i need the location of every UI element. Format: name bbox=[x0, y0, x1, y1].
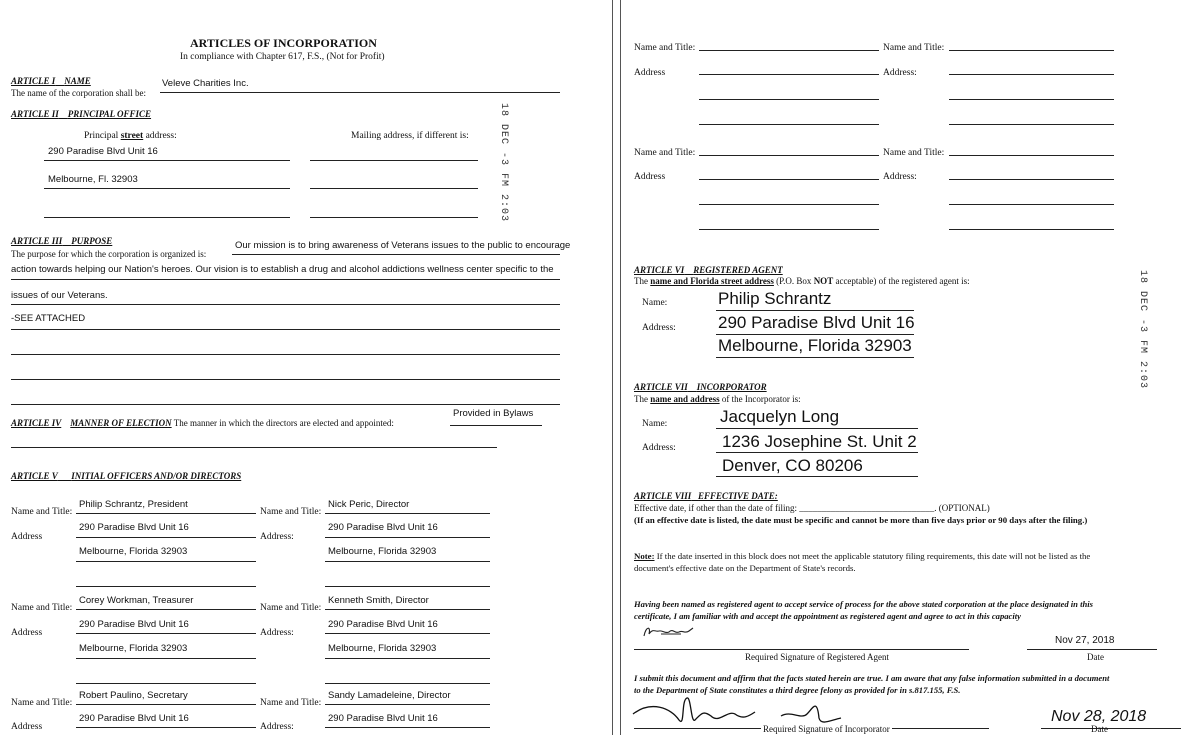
name-title-label: Name and Title: bbox=[883, 43, 945, 53]
field-line bbox=[699, 204, 879, 205]
field-line bbox=[949, 229, 1114, 230]
address-label: Address bbox=[11, 722, 43, 732]
signature-line bbox=[634, 649, 969, 650]
field-line bbox=[949, 204, 1114, 205]
date-line bbox=[1027, 649, 1157, 650]
agent-signature bbox=[641, 622, 701, 642]
director-address-2: Melbourne, Florida 32903 bbox=[328, 643, 437, 654]
incorporator-signature-label: Required Signature of Incorporator bbox=[763, 724, 890, 734]
field-line bbox=[716, 476, 918, 477]
field-line bbox=[949, 124, 1114, 125]
field-line bbox=[76, 561, 256, 562]
officer-name: Robert Paulino, Secretary bbox=[79, 690, 188, 701]
note-line-2: document's effective date on the Department of State's records. bbox=[634, 563, 856, 573]
election-line bbox=[11, 447, 497, 448]
page-gutter bbox=[612, 0, 621, 735]
agent-address-2: Melbourne, Florida 32903 bbox=[718, 336, 912, 355]
name-title-label: Name and Title: bbox=[11, 507, 73, 517]
note-line-1: Note: If the date inserted in this block does not meet the applicable statutory filing requirements, this date will not be listed as the bbox=[634, 551, 1091, 561]
field-line bbox=[949, 99, 1114, 100]
field-line bbox=[325, 513, 490, 514]
purpose-line bbox=[11, 279, 560, 280]
purpose-line bbox=[11, 404, 560, 405]
agent-signature-date: Nov 27, 2018 bbox=[1055, 635, 1115, 646]
field-line bbox=[76, 609, 256, 610]
officer-address-1: 290 Paradise Blvd Unit 16 bbox=[79, 713, 189, 724]
purpose-line bbox=[11, 329, 560, 330]
article-vi-heading: ARTICLE VI REGISTERED AGENT bbox=[634, 265, 783, 275]
field-line bbox=[716, 334, 914, 335]
purpose-line-1: Our mission is to bring awareness of Veterans issues to the public to encourage bbox=[235, 240, 571, 251]
officer-address-2: Melbourne, Florida 32903 bbox=[79, 643, 188, 654]
field-line bbox=[325, 561, 490, 562]
field-line bbox=[699, 229, 879, 230]
officer-address-2: Melbourne, Florida 32903 bbox=[79, 546, 188, 557]
article-iv-heading: ARTICLE IV MANNER OF ELECTION The manner in which the directors are elected and appointed: bbox=[11, 418, 394, 428]
effective-date-line: Effective date, if other than the date of filing: ______________________________. (OPTIONAL) bbox=[634, 503, 990, 513]
field-line bbox=[716, 452, 918, 453]
incorporator-address-label: Address: bbox=[642, 443, 676, 453]
address-label: Address: bbox=[883, 172, 917, 182]
field-line bbox=[76, 658, 256, 659]
director-name: Kenneth Smith, Director bbox=[328, 595, 429, 606]
purpose-line bbox=[11, 379, 560, 380]
filing-stamp: 18 DEC -3 FM 2:03 bbox=[498, 103, 509, 223]
name-title-label: Name and Title: bbox=[634, 43, 696, 53]
article-iii-label: The purpose for which the corporation is organized is: bbox=[11, 249, 207, 259]
agent-acceptance-line-1: Having been named as registered agent to accept service of process for the above stated corporation at the place designated in this bbox=[634, 599, 1094, 609]
field-line bbox=[699, 74, 879, 75]
field-line bbox=[949, 155, 1114, 156]
director-name: Sandy Lamadeleine, Director bbox=[328, 690, 451, 701]
director-name: Nick Peric, Director bbox=[328, 499, 410, 510]
field-line bbox=[76, 586, 256, 587]
incorporator-address-2: Denver, CO 80206 bbox=[722, 456, 863, 475]
affirmation-line-1: I submit this document and affirm that the facts stated herein are true. I am aware that any false information submitted in a document bbox=[634, 673, 1110, 683]
address-label: Address: bbox=[260, 722, 294, 732]
mailing-line bbox=[310, 160, 478, 161]
field-line bbox=[716, 357, 914, 358]
director-address-1: 290 Paradise Blvd Unit 16 bbox=[328, 522, 438, 533]
field-line bbox=[325, 537, 490, 538]
article-viii-heading: ARTICLE VIII EFFECTIVE DATE: bbox=[634, 491, 778, 501]
director-address-1: 290 Paradise Blvd Unit 16 bbox=[328, 713, 438, 724]
field-line bbox=[716, 310, 914, 311]
director-address-1: 290 Paradise Blvd Unit 16 bbox=[328, 619, 438, 630]
address-line bbox=[44, 217, 290, 218]
article-i-heading: ARTICLE I NAME bbox=[11, 76, 91, 86]
purpose-line bbox=[11, 354, 560, 355]
name-title-label: Name and Title: bbox=[883, 148, 945, 158]
agent-date-label: Date bbox=[1087, 652, 1104, 662]
election-line bbox=[450, 425, 542, 426]
name-title-label: Name and Title: bbox=[11, 698, 73, 708]
field-line bbox=[325, 727, 490, 728]
address-label: Address bbox=[11, 532, 43, 542]
right-page bbox=[621, 0, 1200, 735]
incorporator-name-value: Jacquelyn Long bbox=[720, 407, 840, 426]
name-title-label: Name and Title: bbox=[11, 603, 73, 613]
principal-street-label: Principal street address: bbox=[84, 131, 177, 141]
address-label: Address bbox=[634, 172, 666, 182]
officer-name: Corey Workman, Treasurer bbox=[79, 595, 194, 606]
affirmation-line-2: to the Department of State constitutes a third degree felony as provided for in s.817.155, F.S. bbox=[634, 685, 961, 695]
name-title-label: Name and Title: bbox=[260, 603, 322, 613]
corporation-name-value: Veleve Charities Inc. bbox=[162, 78, 249, 89]
article-vi-intro: The name and Florida street address (P.O. Box NOT acceptable) of the registered agent is: bbox=[634, 276, 970, 286]
field-line bbox=[699, 99, 879, 100]
article-vii-intro: The name and address of the Incorporator is: bbox=[634, 394, 801, 404]
address-label: Address: bbox=[260, 628, 294, 638]
agent-name-value: Philip Schrantz bbox=[718, 289, 832, 308]
purpose-line-3: issues of our Veterans. bbox=[11, 290, 108, 301]
article-v-heading: ARTICLE V INITIAL OFFICERS AND/OR DIRECTORS bbox=[11, 471, 242, 481]
agent-address-label: Address: bbox=[642, 323, 676, 333]
field-line bbox=[325, 586, 490, 587]
election-value: Provided in Bylaws bbox=[453, 408, 534, 419]
document-subtitle: In compliance with Chapter 617, F.S., (Not for Profit) bbox=[180, 52, 385, 62]
field-line bbox=[76, 683, 256, 684]
name-title-label: Name and Title: bbox=[634, 148, 696, 158]
name-title-label: Name and Title: bbox=[260, 698, 322, 708]
mailing-address-label: Mailing address, if different is: bbox=[351, 131, 469, 141]
director-address-2: Melbourne, Florida 32903 bbox=[328, 546, 437, 557]
field-line bbox=[325, 683, 490, 684]
officer-name: Philip Schrantz, President bbox=[79, 499, 188, 510]
article-iii-heading: ARTICLE III PURPOSE bbox=[11, 236, 113, 246]
document-title: ARTICLES OF INCORPORATION bbox=[190, 36, 377, 50]
address-label: Address: bbox=[260, 532, 294, 542]
purpose-line-2: action towards helping our Nation's heroes. Our vision is to establish a drug and alcohol addictions wellness center specific to the bbox=[11, 264, 554, 275]
officer-address-1: 290 Paradise Blvd Unit 16 bbox=[79, 619, 189, 630]
field-line bbox=[949, 179, 1114, 180]
principal-address-line-1: 290 Paradise Blvd Unit 16 bbox=[48, 146, 158, 157]
field-line bbox=[76, 633, 256, 634]
field-line bbox=[699, 124, 879, 125]
name-title-label: Name and Title: bbox=[260, 507, 322, 517]
field-line bbox=[699, 155, 879, 156]
incorporator-name-label: Name: bbox=[642, 419, 668, 429]
address-label: Address bbox=[11, 628, 43, 638]
purpose-line-4: -SEE ATTACHED bbox=[11, 313, 86, 324]
field-line bbox=[325, 633, 490, 634]
mailing-line bbox=[310, 188, 478, 189]
field-line bbox=[325, 658, 490, 659]
article-ii-heading: ARTICLE II PRINCIPAL OFFICE bbox=[11, 109, 152, 119]
field-line bbox=[76, 537, 256, 538]
agent-name-label: Name: bbox=[642, 298, 668, 308]
article-i-label: The name of the corporation shall be: bbox=[11, 88, 146, 98]
field-line bbox=[325, 704, 490, 705]
effective-date-rule: (If an effective date is listed, the date must be specific and cannot be more than five days prior or 90 days after the filing.) bbox=[634, 515, 1088, 525]
field-line bbox=[76, 513, 256, 514]
incorporator-signature-date: Nov 28, 2018 bbox=[1051, 708, 1147, 725]
field-line bbox=[949, 74, 1114, 75]
agent-signature-label: Required Signature of Registered Agent bbox=[745, 652, 889, 662]
agent-acceptance-line-2: certificate, I am familiar with and accept the appointment as registered agent and agree to act in this capacity bbox=[634, 611, 1021, 621]
address-line bbox=[44, 160, 290, 161]
incorporator-date-label: Date bbox=[1091, 724, 1108, 734]
field-line bbox=[76, 727, 256, 728]
principal-address-line-2: Melbourne, Fl. 32903 bbox=[48, 174, 138, 185]
address-label: Address bbox=[634, 68, 666, 78]
field-line bbox=[325, 609, 490, 610]
field-line bbox=[699, 179, 879, 180]
field-line bbox=[949, 50, 1114, 51]
agent-address-1: 290 Paradise Blvd Unit 16 bbox=[718, 313, 915, 332]
mailing-line bbox=[310, 217, 478, 218]
filing-stamp: 18 DEC -3 FM 2:03 bbox=[1137, 270, 1148, 390]
address-line bbox=[44, 188, 290, 189]
purpose-line bbox=[11, 304, 560, 305]
field-line bbox=[699, 50, 879, 51]
officer-address-1: 290 Paradise Blvd Unit 16 bbox=[79, 522, 189, 533]
corporation-name-line bbox=[160, 92, 560, 93]
field-line bbox=[716, 428, 918, 429]
date-line bbox=[1041, 728, 1181, 729]
purpose-line bbox=[232, 254, 560, 255]
field-line bbox=[76, 704, 256, 705]
incorporator-address-1: 1236 Josephine St. Unit 2 bbox=[722, 432, 917, 451]
address-label: Address: bbox=[883, 68, 917, 78]
article-vii-heading: ARTICLE VII INCORPORATOR bbox=[634, 382, 767, 392]
